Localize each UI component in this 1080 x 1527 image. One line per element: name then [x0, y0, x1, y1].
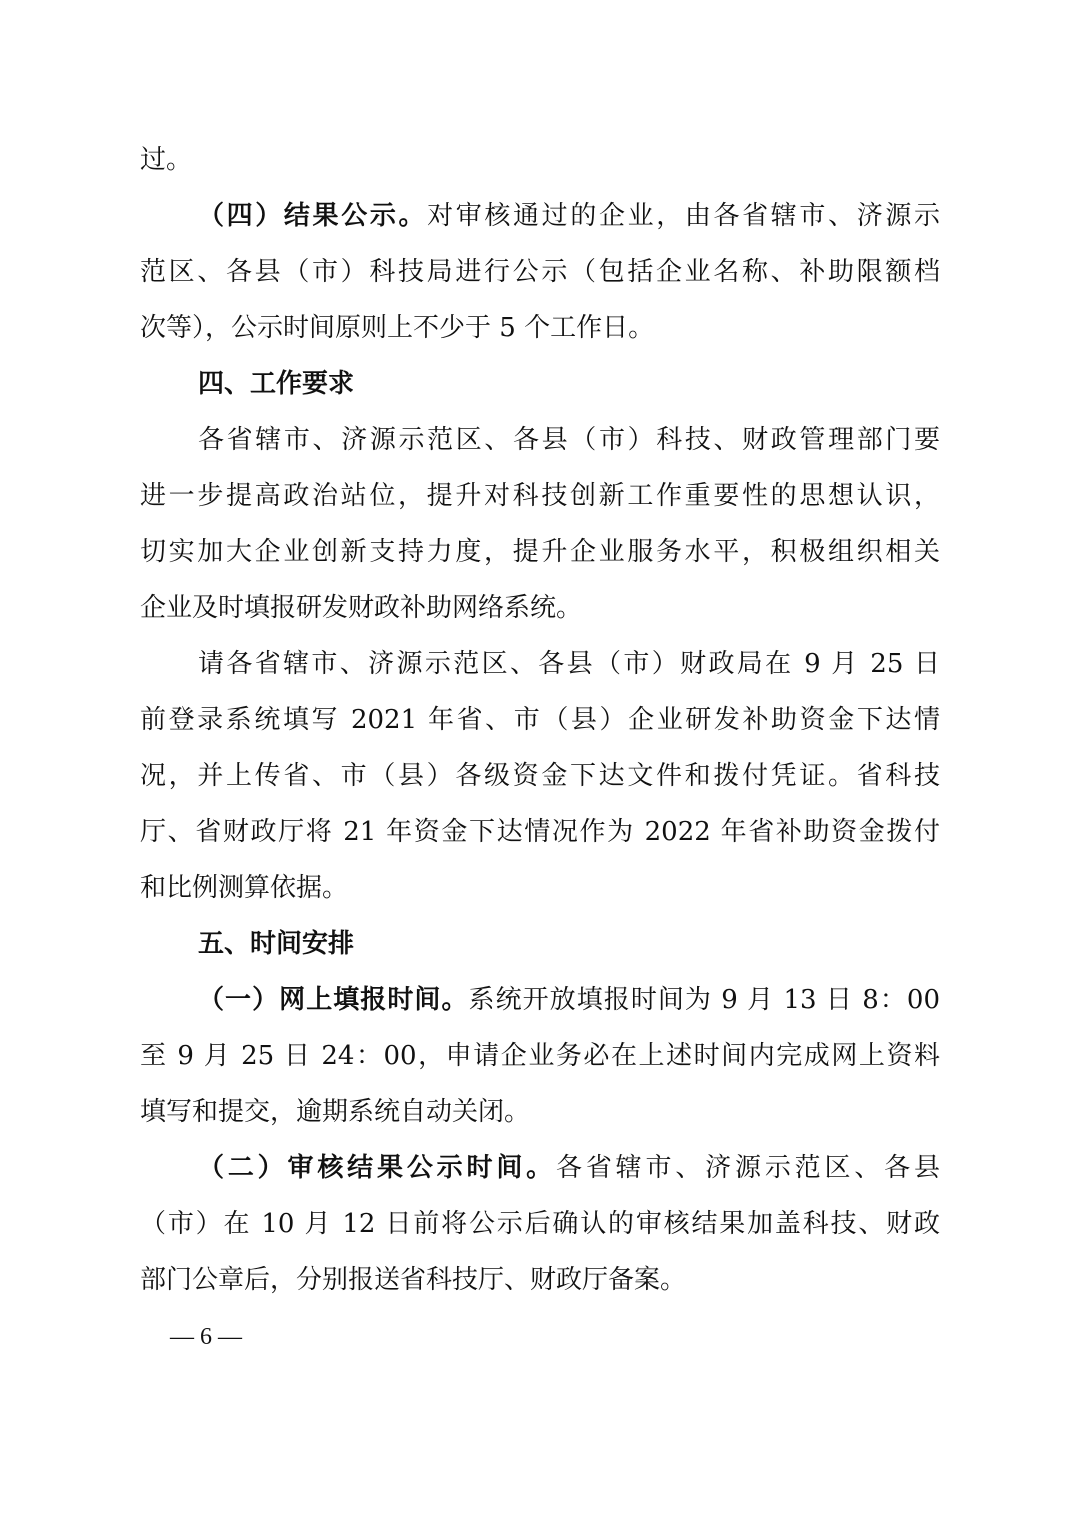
paragraph-line: 范区、各县（市）科技局进行公示（包括企业名称、补助限额档	[140, 257, 940, 287]
paragraph-line: 填写和提交，逾期系统自动关闭。	[140, 1097, 531, 1127]
subsection-title: （一）网上填报时间。	[198, 985, 469, 1015]
section-heading: 五、时间安排	[198, 929, 355, 959]
paragraph-line: 和比例测算依据。	[140, 873, 349, 903]
paragraph-text: 各省辖市、济源示范区、各县	[556, 1153, 940, 1183]
paragraph-line: 企业及时填报研发财政补助网络系统。	[140, 593, 583, 623]
paragraph-line: 切实加大企业创新支持力度，提升企业服务水平，积极组织相关	[140, 537, 940, 567]
paragraph-line	[198, 1151, 940, 1185]
paragraph-text: 系统开放填报时间为 9 月 13 日 8：00	[468, 985, 940, 1015]
page-number: — 6 —	[170, 1324, 242, 1350]
paragraph-line	[198, 983, 940, 1017]
paragraph-line: 过。	[140, 145, 193, 175]
paragraph-line	[198, 199, 940, 233]
paragraph-line: 厅、省财政厅将 21 年资金下达情况作为 2022 年省补助资金拨付	[140, 817, 940, 847]
subsection-title: （四）结果公示。	[198, 201, 428, 231]
section-heading: 四、工作要求	[198, 369, 355, 399]
paragraph-line: 前登录系统填写 2021 年省、市（县）企业研发补助资金下达情	[140, 705, 940, 735]
paragraph-line: （市）在 10 月 12 日前将公示后确认的审核结果加盖科技、财政	[140, 1209, 940, 1239]
subsection-title: （二）审核结果公示时间。	[198, 1153, 556, 1183]
paragraph-line: 进一步提高政治站位，提升对科技创新工作重要性的思想认识，	[140, 481, 940, 511]
paragraph-line: 次等），公示时间原则上不少于 5 个工作日。	[140, 313, 655, 343]
paragraph-line: 况，并上传省、市（县）各级资金下达文件和拨付凭证。省科技	[140, 761, 940, 791]
paragraph-line: 部门公章后，分别报送省科技厅、财政厅备案。	[140, 1265, 687, 1295]
paragraph-line: 至 9 月 25 日 24：00，申请企业务必在上述时间内完成网上资料	[140, 1041, 940, 1071]
paragraph-text: 对审核通过的企业，由各省辖市、济源示	[427, 201, 940, 231]
paragraph-line: 各省辖市、济源示范区、各县（市）科技、财政管理部门要	[198, 425, 940, 455]
paragraph-line: 请各省辖市、济源示范区、各县（市）财政局在 9 月 25 日	[198, 649, 940, 679]
